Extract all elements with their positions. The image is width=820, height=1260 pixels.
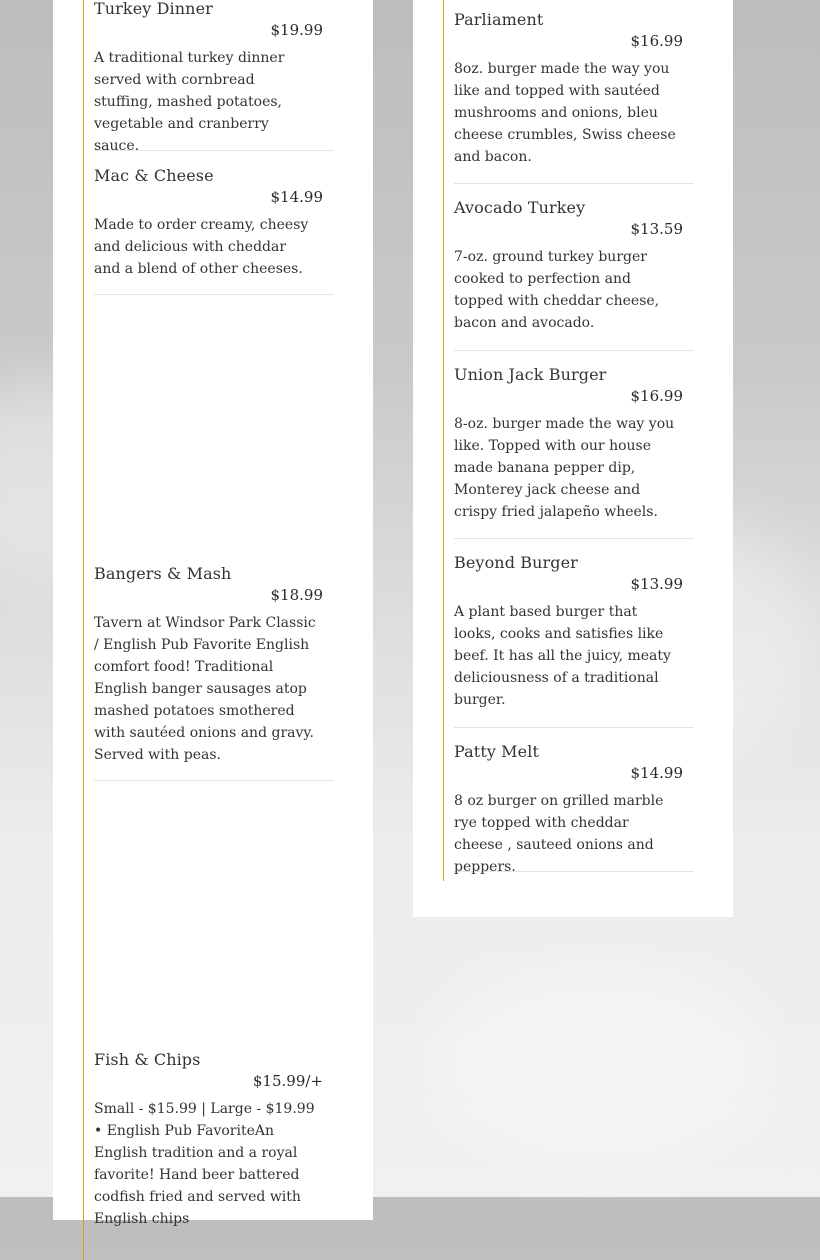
menu-item[interactable] [454, 10, 694, 184]
item-description: Made to order creamy, cheesy and delicious with cheddar and a blend of other cheeses. [94, 217, 309, 277]
item-description: 7-oz. ground turkey burger cooked to perfection and topped with cheddar cheese, bacon and avocado. [454, 249, 660, 331]
menu-item[interactable] [454, 553, 694, 728]
item-description: Tavern at Windsor Park Classic / English Pub Favorite English comfort food! Traditional English banger sausages atop mashed potatoes smothered with sautéed onions and gravy. Served with peas. [94, 615, 316, 763]
item-name: Parliament [454, 10, 544, 29]
item-name: Turkey Dinner [94, 0, 213, 18]
item-description: A traditional turkey dinner served with cornbread stuffing, mashed potatoes, vegetable and cranberry sauce. [94, 50, 285, 154]
item-name: Fish & Chips [94, 1050, 201, 1069]
item-price: $16.99 [630, 32, 683, 50]
item-price: $18.99 [270, 586, 323, 604]
menu-item[interactable] [94, 166, 334, 295]
item-name: Bangers & Mash [94, 564, 232, 583]
item-price: $19.99 [270, 21, 323, 39]
item-price: $14.99 [630, 764, 683, 782]
item-price: $13.59 [630, 220, 683, 238]
item-name: Avocado Turkey [454, 198, 586, 217]
item-description: 8oz. burger made the way you like and topped with sautéed mushrooms and onions, bleu cheese crumbles, Swiss cheese and bacon. [454, 61, 676, 165]
item-price: $16.99 [630, 387, 683, 405]
item-price: $13.99 [630, 575, 683, 593]
menu-item[interactable] [94, 1050, 334, 1250]
item-description: 8-oz. burger made the way you like. Topped with our house made banana pepper dip, Monterey jack cheese and crispy fried jalapeño wheels. [454, 416, 675, 520]
menu-item[interactable] [94, 0, 334, 154]
item-price: $15.99/+ [252, 1072, 323, 1090]
item-description: 8 oz burger on grilled marble rye topped with cheddar cheese , sauteed onions and peppers. [454, 793, 664, 875]
menu-item[interactable] [454, 198, 694, 351]
item-description: Small - $15.99 | Large - $19.99 • English Pub FavoriteAn English tradition and a royal favorite! Hand beer battered codfish fried and served with English chips [94, 1101, 315, 1227]
item-name: Mac & Cheese [94, 166, 214, 185]
item-name: Patty Melt [454, 742, 539, 761]
menu-card-right [413, 0, 733, 917]
item-description: A plant based burger that looks, cooks and satisfies like beef. It has all the juicy, meaty deliciousness of a traditional burger. [454, 604, 671, 708]
menu-item[interactable] [454, 742, 694, 875]
accent-rail [83, 0, 84, 1260]
accent-rail [443, 0, 444, 881]
item-name: Beyond Burger [454, 553, 578, 572]
background-blur [430, 960, 770, 1160]
menu-card-left [53, 0, 373, 1227]
item-price: $14.99 [270, 188, 323, 206]
menu-item[interactable] [94, 564, 334, 781]
menu-item[interactable] [454, 365, 694, 539]
item-name: Union Jack Burger [454, 365, 607, 384]
